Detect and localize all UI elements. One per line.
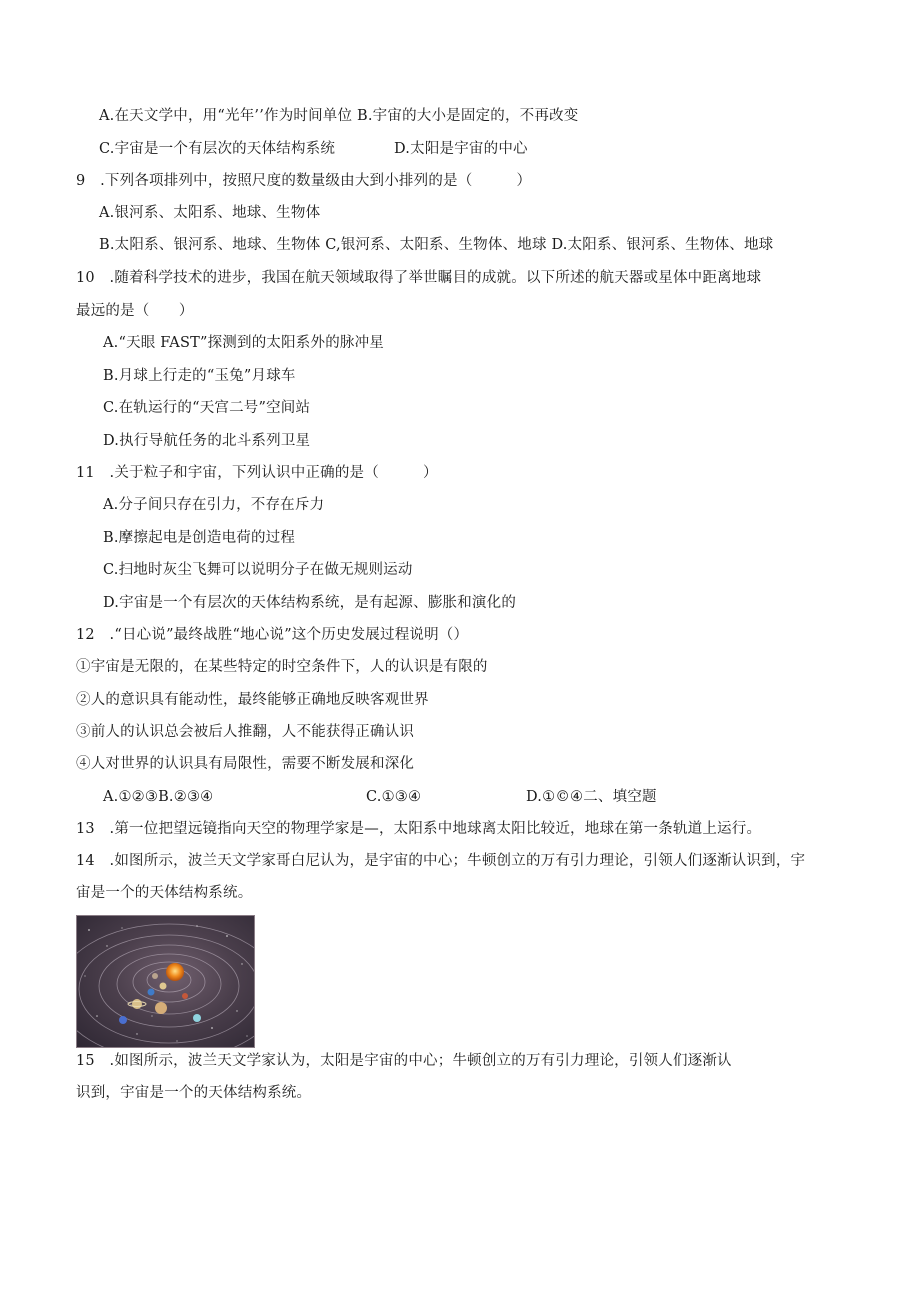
question-10-cont: 最远的是（ ） [76,303,194,319]
q12-option-d-section-heading: D.①©④二、填空题 [526,789,657,805]
question-12: 12 .“日心说”最终战胜“地心说”这个历史发展过程说明（） [76,627,469,643]
q10-option-b: B.月球上行走的“玉兔”月球车 [103,368,296,384]
q12-option-c: C.①③④ [366,789,422,805]
question-11: 11 .关于粒子和宇宙，下列认识中正确的是（ ） [76,465,438,481]
q10-option-c: C.在轨运行的“天宫二号”空间站 [103,400,311,416]
q10-option-a: A.“天眼 FAST”探测到的太阳系外的脉冲星 [103,335,384,351]
question-15-cont: 识到，宇宙是一个的天体结构系统。 [76,1085,312,1101]
q11-option-c: C.扫地时灰尘飞舞可以说明分子在做无规则运动 [103,562,413,578]
q9-option-a: A.银河系、太阳系、地球、生物体 [99,205,321,221]
question-9: 9 .下列各项排列中，按照尺度的数量级由大到小排列的是（ ） [76,173,532,189]
question-14-cont: 宙是一个的天体结构系统。 [76,885,253,901]
q12-option-ab: A.①②③B.②③④ [103,789,214,805]
question-10: 10 .随着科学技术的进步，我国在航天领域取得了举世瞩目的成就。以下所述的航天器或星体中距离地球 [76,270,762,286]
q11-option-d: D.宇宙是一个有层次的天体结构系统，是有起源、膨胀和演化的 [103,595,517,611]
q12-statement-3: ③前人的认识总会被后人推翻，人不能获得正确认识 [76,724,415,740]
question-15: 15 .如图所示，波兰天文学家认为，太阳是宇宙的中心；牛顿创立的万有引力理论，引领人们逐渐认 [76,1053,732,1069]
solar-system-image [76,915,255,1048]
q12-statement-4: ④人对世界的认识具有局限性，需要不断发展和深化 [76,756,415,772]
q12-statement-2: ②人的意识具有能动性，最终能够正确地反映客观世界 [76,692,429,708]
q11-option-a: A.分子间只存在引力，不存在斥力 [103,497,325,513]
q8-option-ab: A.在天文学中，用“光年’’作为时间单位 B.宇宙的大小是固定的，不再改变 [99,108,579,124]
q8-option-c: C.宇宙是一个有层次的天体结构系统 [99,141,336,157]
question-13: 13 .第一位把望远镜指向天空的物理学家是—，太阳系中地球离太阳比较近，地球在第一条轨道上运行。 [76,821,762,837]
q11-option-b: B.摩擦起电是创造电荷的过程 [103,530,296,546]
q12-statement-1: ①宇宙是无限的，在某些特定的时空条件下，人的认识是有限的 [76,659,488,675]
q9-option-bcd: B.太阳系、银河系、地球、生物体 C,银河系、太阳系、生物体、地球 D.太阳系、银河系、生物体、地球 [99,237,774,253]
q8-option-d: D.太阳是宇宙的中心 [394,141,528,157]
question-14: 14 .如图所示，波兰天文学家哥白尼认为，是宇宙的中心；牛顿创立的万有引力理论，引领人们逐渐认识到，宇 [76,853,806,869]
q10-option-d: D.执行导航任务的北斗系列卫星 [103,433,311,449]
